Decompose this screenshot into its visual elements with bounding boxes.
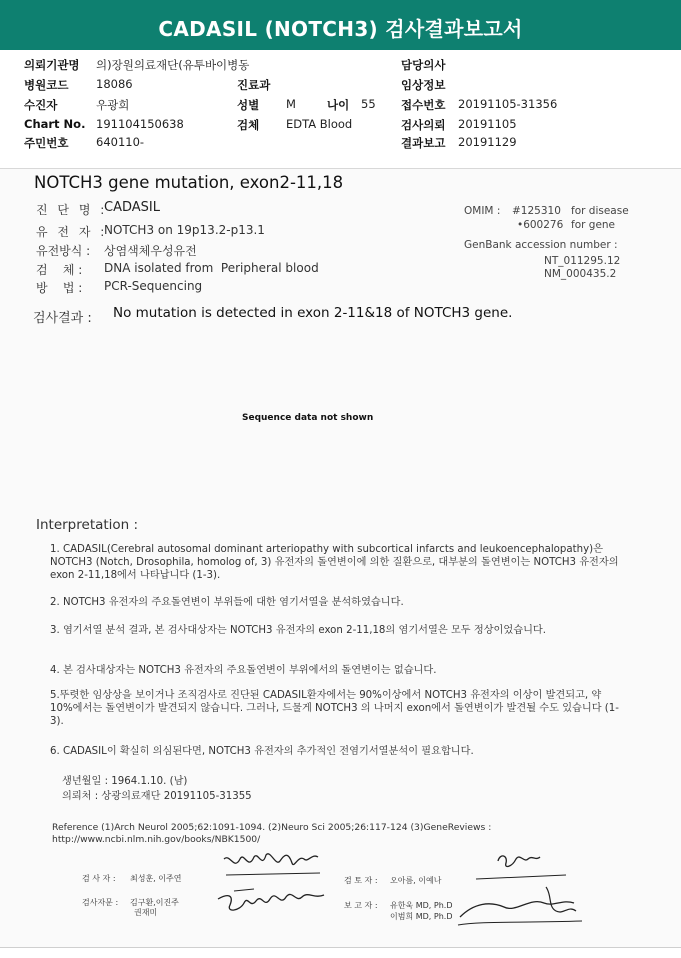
tester-names: 최성훈, 이주연: [130, 874, 182, 883]
reviewer-names: 오아름, 이예나: [390, 876, 442, 885]
omim-disease-for: for disease: [571, 205, 629, 217]
method-value: PCR-Sequencing: [104, 279, 203, 293]
receipt-value: 20191105-31356: [458, 97, 558, 111]
diagnosis-label: 진 단 명 :: [36, 203, 108, 217]
diagnosis-value: CADASIL: [104, 200, 160, 215]
sequence-note: Sequence data not shown: [242, 413, 374, 423]
specimen-type-label: 검 체 :: [36, 263, 83, 277]
report-header: [0, 0, 681, 50]
inheritance-value: 상염색체우성유전: [104, 244, 197, 258]
gene-value: NOTCH3 on 19p13.2-p13.1: [104, 223, 265, 237]
interpretation-item-6: 6. CADASIL이 확실히 의심된다면, NOTCH3 유전자의 추가적인 전염기서열분석이 필요합니다.: [50, 746, 474, 757]
age-value: 55: [361, 97, 376, 111]
reporter-signature-image: [450, 881, 590, 931]
omim-gene-id: •600276: [517, 219, 564, 231]
gene-title: NOTCH3 gene mutation, exon2-11,18: [34, 173, 344, 192]
report-title: CADASIL (NOTCH3) 검사결과보고서: [158, 17, 523, 41]
patient-info-panel: [0, 53, 681, 166]
tester-signature-image: [222, 845, 322, 879]
physician-label: 검사자문 :: [82, 898, 119, 907]
specimen-value: EDTA Blood: [286, 117, 353, 131]
specimen-label: 검체: [237, 118, 260, 132]
method-label: 방 법 :: [36, 281, 83, 295]
interpretation-item-3: 3. 염기서열 분석 결과, 본 검사대상자는 NOTCH3 유전자의 exon 2-11,18의 염기서열은 모두 정상이었습니다.: [50, 625, 546, 636]
interpretation-item-1: 1. CADASIL(Cerebral autosomal dominant arteriopathy with subcortical infarcts and leukoencephalopathy)은 NOTCH3 (Notch, Drosophila, homolog of, 3) 유전자의 돌연변이에 의한 질환으로, 대부분의 돌연변이는 NOTCH3 유전자의 exon 2-11,18에서 나타납니다 (1-3).: [50, 544, 619, 581]
interpretation-item-5: 5.뚜렷한 임상상을 보이거나 조직검사로 진단된 CADASIL환자에서는 90%이상에서 NOTCH3 유전자의 이상이 발견되고, 약 10%에서는 돌연변이가 발견되지 않습니다. 그러나, 드물게 NOTCH3 의 나머지 exon에서 돌연변이가 발견될 수도 있습니다 (1-3).: [50, 690, 619, 727]
request-value: 20191105: [458, 117, 517, 131]
genbank-nm: NM_000435.2: [544, 268, 617, 280]
omim-gene-for: for gene: [571, 219, 616, 231]
hospital-code-value: 18086: [96, 77, 133, 91]
physician-signature-image: [214, 883, 330, 917]
genbank-label: GenBank accession number :: [464, 239, 618, 251]
genbank-nt: NT_011295.12: [544, 255, 621, 267]
interpretation-item-4: 4. 본 검사대상자는 NOTCH3 유전자의 주요돌연변이 부위에서의 돌연변이는 없습니다.: [50, 665, 437, 676]
chart-label: Chart No.: [24, 117, 86, 131]
scanned-report: [0, 168, 681, 948]
result-label: 검사결과 :: [33, 311, 92, 326]
department-label: 진료과: [237, 78, 271, 92]
doctor-label: 담당의사: [401, 58, 446, 72]
clinical-info-label: 임상정보: [401, 78, 446, 92]
patient-value: 우광희: [96, 98, 130, 112]
rrn-value: 640110-: [96, 135, 145, 149]
physician-names-2: 권재미: [134, 908, 158, 917]
chart-value: 191104150638: [96, 117, 184, 131]
reporter-names-2: 이범희 MD, Ph.D: [390, 912, 453, 921]
interpretation-title: Interpretation :: [36, 517, 139, 533]
rrn-label: 주민번호: [24, 136, 69, 150]
reporter-names-1: 유한욱 MD, Ph.D: [390, 901, 453, 910]
specimen-type-value: DNA isolated from Peripheral blood: [104, 261, 319, 275]
institution-value: 의)장원의료재단(유투바이병동: [96, 58, 250, 72]
report-date-value: 20191129: [458, 135, 517, 149]
hospital-code-label: 병원코드: [24, 78, 69, 92]
report-date-label: 결과보고: [401, 136, 446, 150]
physician-names-1: 김구환,이진주: [130, 898, 179, 907]
interpretation-item-2: 2. NOTCH3 유전자의 주요돌연변이 부위들에 대한 염기서열을 분석하였습니다.: [50, 597, 404, 608]
sex-value: M: [286, 97, 296, 111]
reference-text: Reference (1)Arch Neurol 2005;62:1091-1094. (2)Neuro Sci 2005;26:117-124 (3)GeneReviews : http://www.ncbi.nlm.nih.gov/books/NBK1500/: [52, 822, 492, 845]
referrer-info: 의뢰처 : 상광의료재단 20191105-31355: [62, 791, 252, 802]
age-label: 나이: [327, 98, 350, 112]
institution-label: 의뢰기관명: [24, 58, 80, 72]
gene-label: 유 전 자 :: [36, 225, 108, 239]
birth-date: 생년월일 : 1964.1.10. (남): [62, 776, 188, 787]
inheritance-label: 유전방식 :: [36, 244, 91, 258]
request-label: 검사의뢰: [401, 118, 446, 132]
omim-disease-id: #125310: [512, 205, 561, 217]
reporter-label: 보 고 자 :: [344, 901, 378, 910]
patient-label: 수진자: [24, 98, 58, 112]
sex-label: 성별: [237, 98, 260, 112]
result-value: No mutation is detected in exon 2-11&18 of NOTCH3 gene.: [113, 305, 513, 321]
receipt-label: 접수번호: [401, 98, 446, 112]
omim-label: OMIM :: [464, 205, 501, 217]
tester-label: 검 사 자 :: [82, 874, 116, 883]
reviewer-label: 검 토 자 :: [344, 876, 378, 885]
